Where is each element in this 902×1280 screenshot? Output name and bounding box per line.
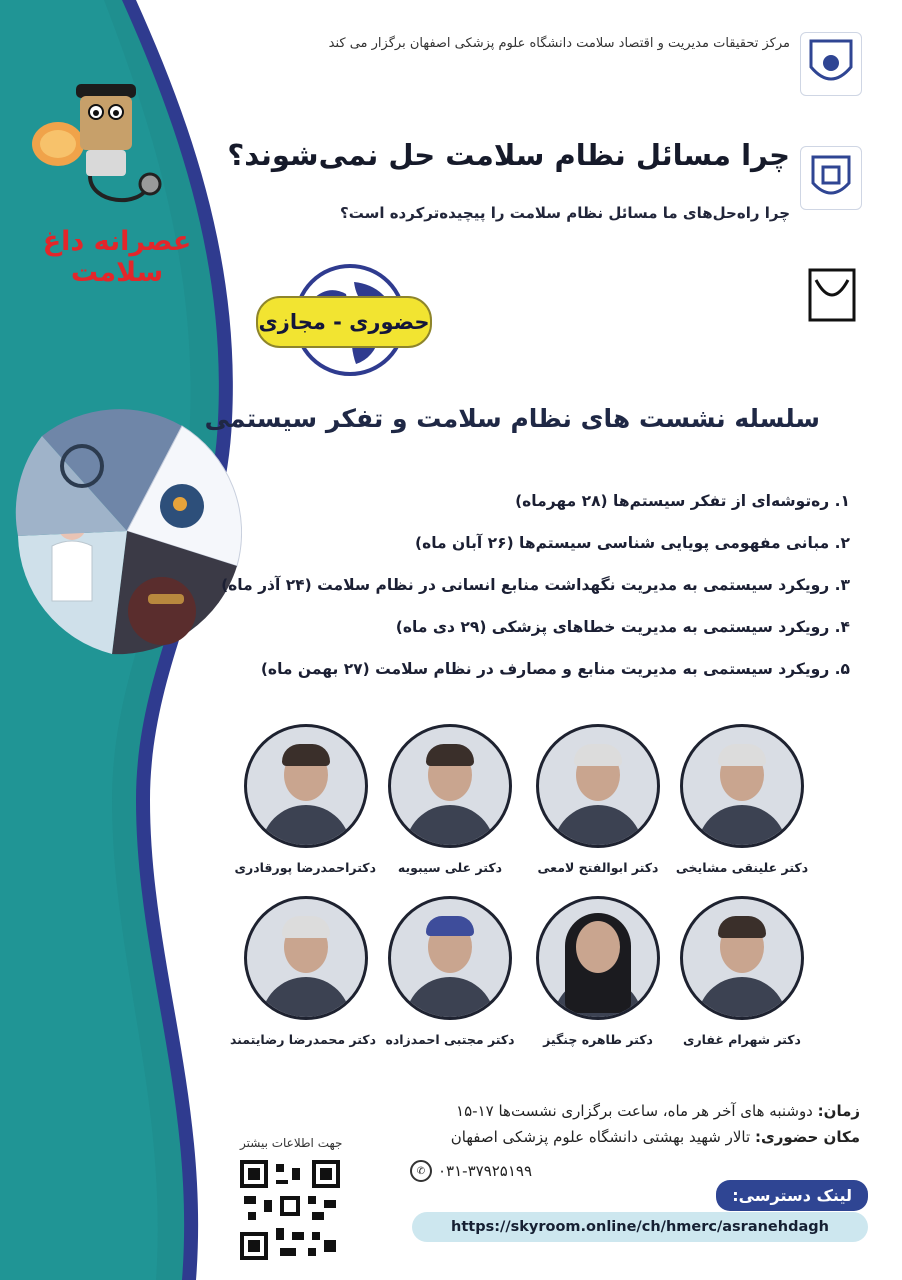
speaker-card xyxy=(672,896,812,1047)
speaker-name: دکتر مجتبی احمدزاده xyxy=(385,1032,515,1047)
session-item: ۴. رویکرد سیستمی به مدیریت خطاهای پزشکی (۲۹ دی ماه) xyxy=(395,618,850,636)
speaker-photo xyxy=(388,724,512,848)
speaker-photo xyxy=(244,896,368,1020)
medical-collage-image xyxy=(12,396,242,666)
attendance-mode-badge: حضوری - مجازی xyxy=(256,296,432,348)
speaker-card xyxy=(528,724,668,875)
university-emblem-icon xyxy=(801,33,861,95)
phone-icon: ✆ xyxy=(410,1160,432,1182)
time-label: زمان: xyxy=(817,1102,860,1120)
brand-title: عصرانه داغ سلامت xyxy=(42,226,192,288)
speaker-name: دکتراحمدرضا پورقادری xyxy=(234,860,376,875)
phone-number[interactable]: ۰۳۱-۳۷۹۲۵۱۹۹ xyxy=(438,1162,533,1180)
speaker-photo xyxy=(536,896,660,1020)
session-item: ۳. رویکرد سیستمی به مدیریت نگهداشت منابع انسانی در نظام سلامت (۲۴ آذر ماه) xyxy=(221,576,850,594)
main-question: چرا مسائل نظام سلامت حل نمی‌شوند؟ xyxy=(227,138,790,172)
session-item: ۲. مبانی مفهومی پویایی شناسی سیستم‌ها (۲۶ آبان ماه) xyxy=(415,534,850,552)
speaker-name: دکتر شهرام غفاری xyxy=(683,1032,801,1047)
speaker-card xyxy=(229,896,376,1047)
speaker-photo xyxy=(680,896,804,1020)
organizer-line: مرکز تحقیقات مدیریت و اقتصاد سلامت دانشگاه علوم پزشکی اصفهان برگزار می کند xyxy=(328,36,790,51)
sub-question: چرا راه‌حل‌های ما مسائل نظام سلامت را پیچیده‌ترکرده است؟ xyxy=(340,204,790,222)
research-center-emblem-icon xyxy=(801,147,861,209)
session-item: ۱. ره‌توشه‌ای از تفکر سیستم‌ها (۲۸ مهرماه) xyxy=(515,492,850,510)
speaker-card xyxy=(236,724,376,875)
speaker-card xyxy=(380,724,520,875)
series-title: سلسله نشست های نظام سلامت و تفکر سیستمی xyxy=(204,404,820,433)
speaker-photo xyxy=(388,896,512,1020)
speaker-name: دکتر ابوالفتح لامعی xyxy=(537,860,659,875)
speaker-photo xyxy=(244,724,368,848)
speaker-photo xyxy=(536,724,660,848)
session-item: ۵. رویکرد سیستمی به مدیریت منابع و مصارف در نظام سلامت (۲۷ بهمن ماه) xyxy=(260,660,850,678)
speaker-card xyxy=(672,724,812,875)
time-line xyxy=(456,1102,860,1120)
place-label: مکان حضوری: xyxy=(754,1128,860,1146)
speaker-photo xyxy=(680,724,804,848)
speaker-card xyxy=(380,896,520,1047)
session-list xyxy=(221,480,850,690)
place-value: تالار شهید بهشتی دانشگاه علوم پزشکی اصفهان xyxy=(450,1128,755,1146)
speaker-name: دکتر طاهره چنگیز xyxy=(543,1032,653,1047)
access-link[interactable]: https://skyroom.online/ch/hmerc/asranehdagh xyxy=(412,1212,868,1242)
time-value: دوشنبه های آخر هر ماه، ساعت برگزاری نشست‌ها ۱۷-۱۵ xyxy=(456,1102,818,1120)
phone-line xyxy=(410,1160,532,1182)
qr-caption: جهت اطلاعات بیشتر xyxy=(240,1136,343,1150)
speaker-name: دکتر علی سیبویه xyxy=(397,860,503,875)
speaker-card xyxy=(528,896,668,1047)
research-center-logo xyxy=(800,146,862,210)
place-line xyxy=(451,1128,860,1146)
access-link-label: لینک دسترسی: xyxy=(716,1180,868,1211)
academy-emblem-icon xyxy=(802,250,862,330)
speaker-name: دکتر علینقی مشایخی xyxy=(675,860,809,875)
academy-logo xyxy=(802,250,862,312)
coffee-cup-mascot-icon xyxy=(20,66,170,216)
speaker-name: دکتر محمدرضا رضایتمند xyxy=(229,1032,376,1047)
university-logo xyxy=(800,32,862,96)
qr-code-icon[interactable] xyxy=(240,1160,340,1260)
